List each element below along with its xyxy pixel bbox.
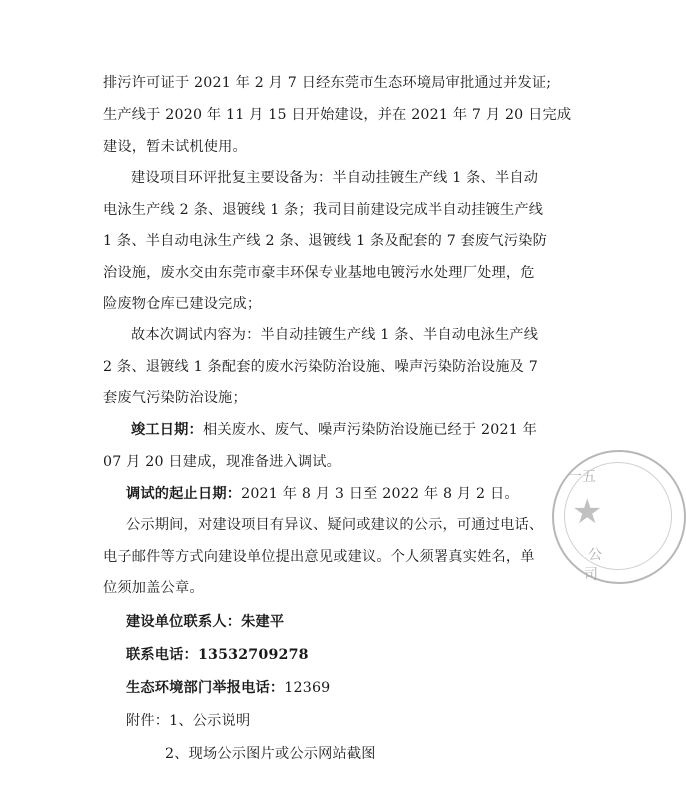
- attachment-line-1: 附件：1、公示说明: [126, 713, 251, 729]
- paragraph-line: 07 月 20 日建成，现准备进入调试。: [103, 454, 342, 470]
- paragraph-line: 电泳生产线 2 条、退镀线 1 条；我司目前建设完成半自动挂镀生产线: [103, 202, 544, 218]
- completion-date-label: 竣工日期：: [131, 422, 203, 438]
- contact-phone-value: 13532709278: [197, 647, 309, 663]
- contact-phone-line: [126, 644, 309, 664]
- paragraph-line: 治设施，废水交由东莞市豪丰环保专业基地电镀污水处理厂处理，危: [103, 265, 535, 281]
- completion-date-text: 相关废水、废气、噪声污染防治设施已经于 2021 年: [202, 422, 538, 438]
- report-phone-value: 12369: [284, 680, 331, 696]
- debug-date-text: 2021 年 8 月 3 日至 2022 年 8 月 2 日。: [241, 486, 519, 502]
- paragraph-line: 2 条、退镀线 1 条配套的废水污染防治设施、噪声污染防治设施及 7: [103, 359, 538, 375]
- debug-date-label: 调试的起止日期：: [126, 486, 242, 502]
- paragraph-line: 建设项目环评批复主要设备为：半自动挂镀生产线 1 条、半自动: [131, 170, 539, 186]
- paragraph-line: 电子邮件等方式向建设单位提出意见或建议。个人须署真实姓名，单: [103, 549, 535, 565]
- report-phone-label: 生态环境部门举报电话：: [126, 680, 285, 696]
- report-phone-line: [126, 677, 330, 697]
- completion-date-line: [131, 419, 537, 439]
- contact-phone-label: 联系电话：: [126, 647, 198, 663]
- paragraph-line: 生产线于 2020 年 11 月 15 日开始建设，并在 2021 年 7 月 20 日完成: [103, 107, 572, 123]
- seal-text: 司: [584, 567, 598, 583]
- star-icon: ★: [572, 492, 603, 532]
- paragraph-line: 建设，暂未试机使用。: [103, 139, 247, 155]
- paragraph-line: 公示期间，对建设项目有异议、疑问或建议的公示，可通过电话、: [126, 517, 544, 533]
- paragraph-line: 排污许可证于 2021 年 2 月 7 日经东莞市生态环境局审批通过并发证;: [103, 75, 552, 91]
- paragraph-line: 故本次调试内容为：半自动挂镀生产线 1 条、半自动电泳生产线: [131, 327, 539, 343]
- company-seal: [552, 450, 686, 584]
- paragraph-line: 险废物仓库已建设完成；: [103, 296, 262, 312]
- debug-date-line: [126, 483, 519, 503]
- contact-person: 建设单位联系人：朱建平: [126, 614, 285, 630]
- paragraph-line: 位须加盖公章。: [103, 580, 204, 596]
- seal-text: 公: [588, 547, 602, 563]
- paragraph-line: 1 条、半自动电泳生产线 2 条、退镀线 1 条及配套的 7 套废气污染防: [103, 233, 547, 249]
- attachment-line-2: 2、现场公示图片或公示网站截图: [165, 746, 376, 762]
- seal-text: 一五: [568, 469, 596, 485]
- paragraph-line: 套废气污染防治设施；: [103, 390, 247, 406]
